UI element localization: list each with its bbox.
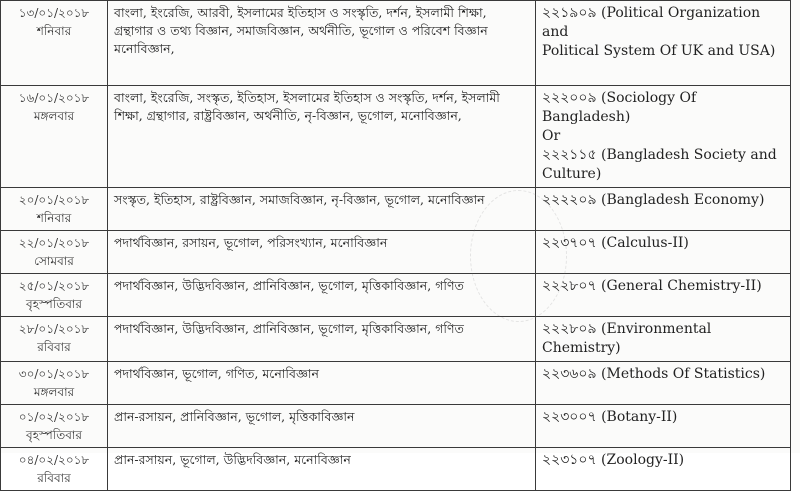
- exam-date: ২৮/০১/২০১৮: [18, 322, 90, 336]
- exam-date-cell: [1, 1, 108, 86]
- course-cell: [536, 448, 791, 491]
- course-line: Chemistry): [542, 340, 621, 356]
- exam-date-cell: [1, 317, 108, 362]
- table-row: [1, 86, 791, 188]
- exam-date: ১৩/০১/২০১৮: [18, 6, 90, 20]
- exam-date-cell: [1, 231, 108, 274]
- exam-day: রবিবার: [37, 471, 71, 485]
- course-cell: [536, 362, 791, 405]
- exam-day: মঙ্গলবার: [33, 385, 75, 399]
- exam-date: ৩০/০১/২০১৮: [18, 367, 90, 381]
- subjects-cell: পদার্থবিজ্ঞান, ভূগোল, গণিত, মনোবিজ্ঞান: [108, 362, 536, 405]
- course-cell: [536, 274, 791, 317]
- course-line: Culture): [542, 166, 602, 182]
- table-row: [1, 448, 791, 491]
- exam-date: ২২/০১/২০১৮: [18, 236, 90, 250]
- course-line: ২২৩১০৭ (Zoology-II): [542, 452, 685, 468]
- exam-date: ১৬/০১/২০১৮: [18, 91, 90, 105]
- table-row: [1, 405, 791, 448]
- course-cell: [536, 188, 791, 231]
- table-row: [1, 188, 791, 231]
- table-row: [1, 1, 791, 86]
- course-line: ২২২৮০৭ (General Chemistry-II): [542, 278, 762, 294]
- exam-day: মঙ্গলবার: [33, 109, 75, 123]
- table-row: [1, 317, 791, 362]
- exam-date-cell: [1, 188, 108, 231]
- subjects-cell: বাংলা, ইংরেজি, সংস্কৃত, ইতিহাস, ইসলামের ইতিহাস ও সংস্কৃতি, দর্শন, ইসলামী শিক্ষা, গ্রন্থাগার, রাষ্ট্রবিজ্ঞান, অর্থনীতি, নৃ-বিজ্ঞান, ভূগোল, মনোবিজ্ঞান,: [108, 86, 536, 188]
- exam-date-cell: [1, 362, 108, 405]
- course-line: Or: [542, 128, 561, 144]
- course-cell: [536, 1, 791, 86]
- subjects-cell: পদার্থবিজ্ঞান, উদ্ভিদবিজ্ঞান, প্রানিবিজ্ঞান, ভূগোল, মৃত্তিকাবিজ্ঞান, গণিত: [108, 274, 536, 317]
- exam-date-cell: [1, 448, 108, 491]
- exam-date: ০১/০২/২০১৮: [18, 410, 90, 424]
- exam-day: রবিবার: [37, 340, 71, 354]
- course-line: ২২৩৬০৯ (Methods Of Statistics): [542, 366, 766, 382]
- course-cell: [536, 86, 791, 188]
- table-row: [1, 274, 791, 317]
- table-row: [1, 231, 791, 274]
- subjects-cell: পদার্থবিজ্ঞান, রসায়ন, ভূগোল, পরিসংখ্যান, মনোবিজ্ঞান: [108, 231, 536, 274]
- subjects-cell: প্রান-রসায়ন, প্রানিবিজ্ঞান, ভূগোল, মৃত্তিকাবিজ্ঞান: [108, 405, 536, 448]
- exam-date: ০৪/০২/২০১৮: [18, 453, 90, 467]
- table-row: [1, 362, 791, 405]
- subjects-cell: বাংলা, ইংরেজি, আরবী, ইসলামের ইতিহাস ও সংস্কৃতি, দর্শন, ইসলামী শিক্ষা, গ্রন্থাগার ও তথ্য বিজ্ঞান, সমাজবিজ্ঞান, অর্থনীতি, ভূগোল ও পরিবেশ বিজ্ঞান মনোবিজ্ঞান,: [108, 1, 536, 86]
- exam-date: ২৫/০১/২০১৮: [18, 279, 90, 293]
- exam-day: সোমবার: [34, 254, 74, 268]
- subjects-cell: প্রান-রসায়ন, ভূগোল, উদ্ভিদবিজ্ঞান, মনোবিজ্ঞান: [108, 448, 536, 491]
- subjects-cell: পদার্থবিজ্ঞান, উদ্ভিদবিজ্ঞান, প্রানিবিজ্ঞান, ভূগোল, মৃত্তিকাবিজ্ঞান, গণিত: [108, 317, 536, 362]
- subjects-cell: সংস্কৃত, ইতিহাস, রাষ্ট্রবিজ্ঞান, সমাজবিজ্ঞান, নৃ-বিজ্ঞান, ভূগোল, মনোবিজ্ঞান: [108, 188, 536, 231]
- course-cell: [536, 405, 791, 448]
- exam-date-cell: [1, 86, 108, 188]
- exam-date: ২০/০১/২০১৮: [18, 193, 90, 207]
- course-cell: [536, 231, 791, 274]
- course-line: ২২২০০৯ (Sociology Of Bangladesh): [542, 90, 697, 125]
- course-line: Political System Of UK and USA): [542, 43, 776, 59]
- course-cell: [536, 317, 791, 362]
- exam-date-cell: [1, 405, 108, 448]
- exam-day: বৃহস্পতিবার: [26, 297, 82, 311]
- course-line: ২২৩৭০৭ (Calculus-II): [542, 235, 689, 251]
- course-line: ২২২২০৯ (Bangladesh Economy): [542, 192, 765, 208]
- exam-date-cell: [1, 274, 108, 317]
- course-line: ২২৩০০৭ (Botany-II): [542, 409, 678, 425]
- course-line: ২২২১১৫ (Bangladesh Society and: [542, 147, 777, 163]
- exam-day: শনিবার: [36, 211, 72, 225]
- exam-day: শনিবার: [36, 24, 72, 38]
- exam-day: বৃহস্পতিবার: [26, 428, 82, 442]
- course-line: ২২২৮০৯ (Environmental: [542, 321, 712, 337]
- course-line: ২২১৯০৯ (Political Organization and: [542, 5, 761, 40]
